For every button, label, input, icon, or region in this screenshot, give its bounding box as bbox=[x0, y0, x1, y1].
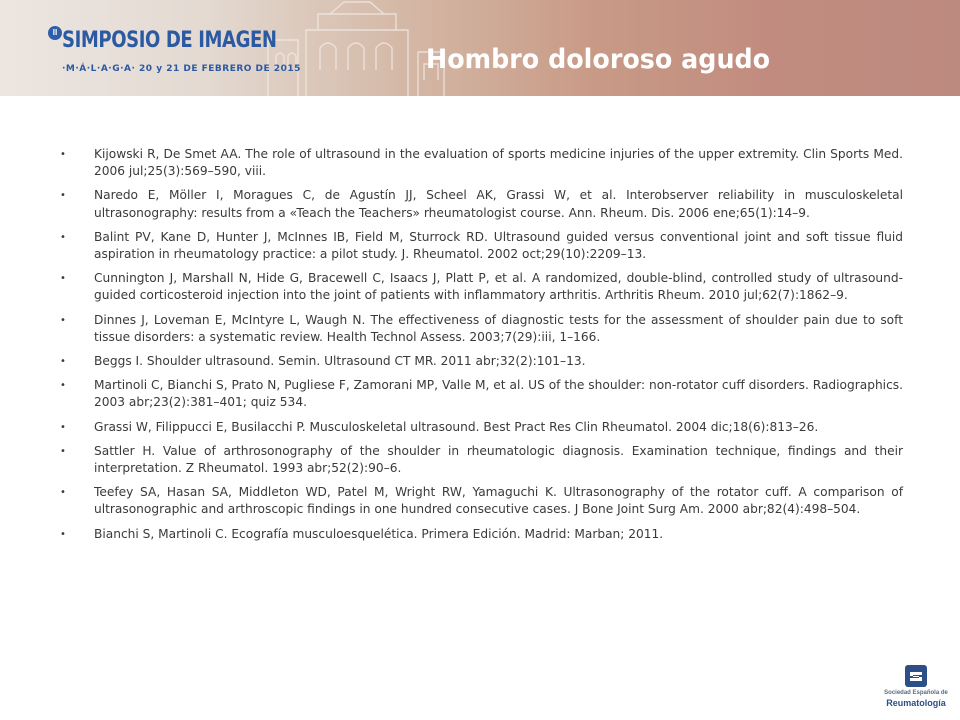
reference-text: Grassi W, Filippucci E, Busilacchi P. Musculoskeletal ultrasound. Best Pract Res Clin Rheumatol. 2004 dic;18(6):813–26. bbox=[94, 419, 819, 434]
reference-item bbox=[60, 353, 903, 370]
reference-item bbox=[60, 484, 903, 518]
bullet-icon: • bbox=[60, 528, 66, 540]
bullet-icon: • bbox=[60, 421, 66, 433]
reference-text: Kijowski R, De Smet AA. The role of ultrasound in the evaluation of sports medicine injuries of the upper extremity. Clin Sports Med. 2006 jul;25(3):569–590, viii. bbox=[94, 147, 903, 179]
reference-item bbox=[60, 187, 903, 221]
reference-text: Cunnington J, Marshall N, Hide G, Bracewell C, Isaacs J, Platt P, et al. A randomized, double-blind, controlled study of ultrasound-guided corticosteroid injection into the joint of patients with inflammatory arthritis. Arthritis Rheum. 2010 jul;62(7):1862–9. bbox=[94, 271, 903, 303]
bullet-icon: • bbox=[60, 380, 66, 392]
society-name-line1: Sociedad Española de bbox=[884, 690, 948, 696]
reference-list bbox=[60, 146, 903, 550]
society-name-line2: Reumatología bbox=[886, 698, 946, 708]
reference-text: Bianchi S, Martinoli C. Ecografía musculoesquelética. Primera Edición. Madrid: Marban; 2011. bbox=[94, 526, 664, 541]
logo-subtitle: ·M·Á·L·A·G·A· 20 y 21 DE FEBRERO DE 2015 bbox=[62, 64, 301, 74]
reference-text: Dinnes J, Loveman E, McIntyre L, Waugh N. The effectiveness of diagnostic tests for the assessment of shoulder pain due to soft tissue disorders: a systematic review. Health Technol Assess. 2003;7(29):iii, 1–166. bbox=[94, 312, 903, 344]
reference-item bbox=[60, 146, 903, 180]
reference-text: Martinoli C, Bianchi S, Prato N, Pugliese F, Zamorani MP, Valle M, et al. US of the shoulder: non-rotator cuff disorders. Radiographics. 2003 abr;23(2):381–401; quiz 534. bbox=[94, 378, 903, 410]
bullet-icon: • bbox=[60, 273, 66, 285]
reference-text: Teefey SA, Hasan SA, Middleton WD, Patel M, Wright RW, Yamaguchi K. Ultrasonography of the rotator cuff. A comparison of ultrasonographic and arthroscopic findings in one hundred consecutive cases. J Bone Joint Surg Am. 2000 abr;82(4):498–504. bbox=[94, 485, 903, 517]
reference-text: Beggs I. Shoulder ultrasound. Semin. Ultrasound CT MR. 2011 abr;32(2):101–13. bbox=[94, 354, 586, 369]
logo-title: SIMPOSIO DE IMAGEN bbox=[62, 28, 277, 53]
reference-text: Balint PV, Kane D, Hunter J, McInnes IB, Field M, Sturrock RD. Ultrasound guided versus conventional joint and soft tissue fluid aspiration in rheumatology practice: a pilot study. J. Rheumatol. 2002 oct;29(10):2209–13. bbox=[94, 229, 903, 262]
reference-item bbox=[60, 526, 903, 543]
reference-text: Sattler H. Value of arthrosonography of the shoulder in rheumatologic diagnosis. Examination technique, findings and their interpretation. Z Rheumatol. 1993 abr;52(2):90–6. bbox=[94, 443, 903, 476]
building-illustration bbox=[258, 0, 448, 96]
reference-item bbox=[60, 270, 903, 304]
reference-item bbox=[60, 419, 903, 436]
society-logo bbox=[884, 664, 948, 712]
bullet-icon: • bbox=[60, 190, 66, 202]
society-emblem-icon bbox=[904, 664, 928, 688]
header-banner bbox=[0, 0, 960, 96]
reference-item bbox=[60, 229, 903, 263]
bullet-icon: • bbox=[60, 231, 66, 243]
reference-item bbox=[60, 312, 903, 346]
bullet-icon: • bbox=[60, 356, 66, 368]
bullet-icon: • bbox=[60, 149, 66, 160]
bullet-icon: • bbox=[60, 487, 66, 499]
bullet-icon: • bbox=[60, 445, 66, 457]
bullet-icon: • bbox=[60, 314, 66, 326]
edition-badge: II bbox=[48, 26, 62, 40]
page-title: Hombro doloroso agudo bbox=[426, 44, 771, 75]
reference-item bbox=[60, 377, 903, 411]
symposium-logo bbox=[44, 20, 301, 84]
reference-text: Naredo E, Möller I, Moragues C, de Agustín JJ, Scheel AK, Grassi W, et al. Interobserver reliability in musculoskeletal ultrasonography: results from a «Teach the Teachers» rheumatologist course. Ann. Rheum. Dis. 2006 ene;65(1):14–9. bbox=[94, 188, 903, 220]
reference-item bbox=[60, 443, 903, 477]
